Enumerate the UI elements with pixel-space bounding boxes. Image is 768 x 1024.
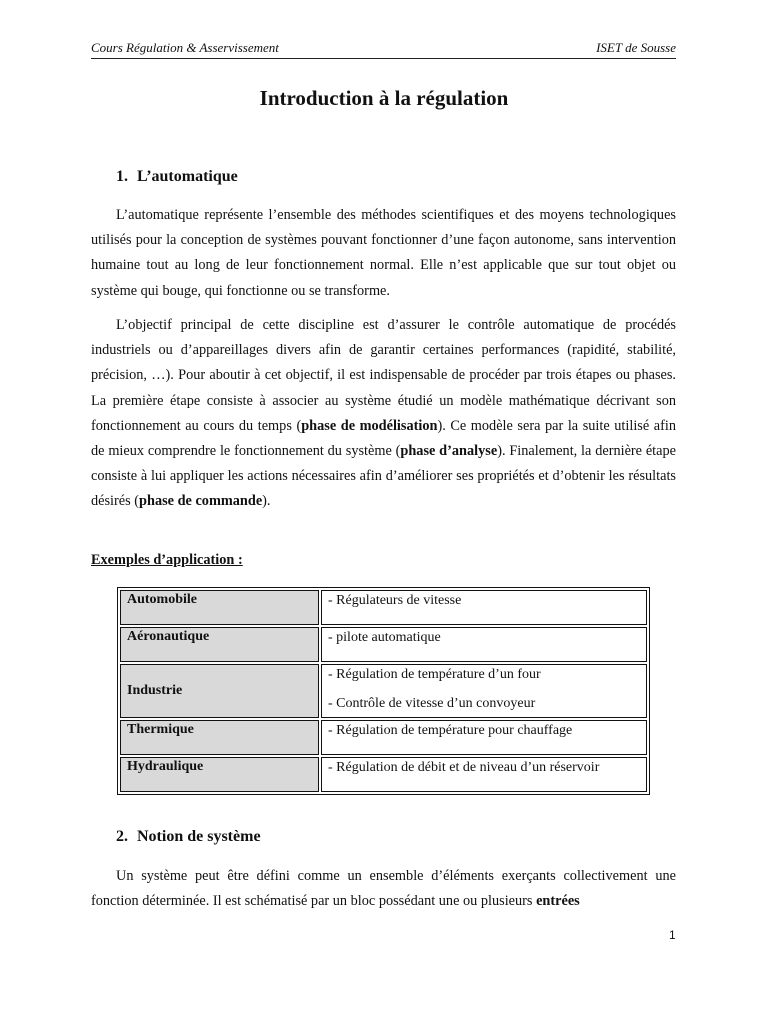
value-line: - Contrôle de vitesse d’un convoyeur [328,696,536,711]
section-1-number: 1. [116,168,128,185]
section-2-paragraph-1 [91,864,676,914]
section-2-para-bold-entrees: entrées [536,893,580,910]
section-2-number: 2. [116,828,128,845]
value-cell [321,757,647,792]
domain-cell: Industrie [120,664,319,718]
examples-table [117,587,650,795]
table-row [120,664,647,718]
domain-cell: Automobile [120,590,319,625]
table-row [120,720,647,755]
para2-text-3: ). Finalement, la dernière étape consiste à lui appliquer les actions nécessaires afin d’améliorer ses propriétés et d’obtenir les résultats désirés ( [91,443,676,510]
page-header [91,40,676,59]
examples-heading: Exemples d’application : [91,552,243,568]
value-line: - Régulation de température pour chauffage [328,723,573,738]
para2-bold-modelisation: phase de modélisation [301,417,438,434]
header-institution: ISET de Sousse [596,40,676,55]
value-line: - Régulation de température d’un four [328,667,541,682]
section-2-title: Notion de système [137,828,261,845]
para2-bold-analyse: phase d’analyse [400,443,498,460]
domain-cell: Hydraulique [120,757,319,792]
value-line: - pilote automatique [328,630,441,645]
page-number: 1 [669,928,676,942]
value-line: - Régulateurs de vitesse [328,593,462,608]
table-row [120,757,647,792]
section-1-paragraph-2 [91,313,676,515]
section-1-paragraph-1: L’automatique représente l’ensemble des méthodes scientifiques et des moyens technologiques utilisés pour la conception de systèmes pouvant fonctionner d’une façon autonome, sans intervention humaine tout au long de leur fonctionnement normal. Elle n’est applicable que sur tout objet ou système qui bouge, qui fonctionne ou se transforme. [91,207,676,299]
value-cell [321,590,647,625]
table-row [120,590,647,625]
document-title: Introduction à la régulation [259,86,509,110]
domain-cell: Thermique [120,720,319,755]
para2-bold-commande: phase de commande [139,493,263,510]
section-1-title: L’automatique [137,168,238,185]
section-1-heading [116,168,238,186]
para2-text-4: ). [262,493,271,510]
value-line: - Régulation de débit et de niveau d’un réservoir [328,760,600,775]
header-course-title: Cours Régulation & Asservissement [91,40,279,55]
value-cell [321,720,647,755]
domain-cell: Aéronautique [120,627,319,662]
para2-text-1: L’objectif principal de cette discipline est d’assurer le contrôle automatique de procédés industriels ou d’appareillages divers afin de garantir certaines performances (rapidité, stabilité, précision, …). Pour aboutir à cet objectif, il est indispensable de procéder par trois étapes ou phases. La première étape consiste à associer au système étudié un modèle mathématique décrivant son fonctionnement au cours du temps ( [91,317,676,434]
section-2-heading [116,828,261,846]
para2-text-2: ). Ce modèle sera par la suite utilisé afin de mieux comprendre le fonctionnement du système ( [91,417,677,460]
value-cell [321,627,647,662]
section-2-para-text: Un système peut être défini comme un ensemble d’éléments exerçants collectivement une fonction déterminée. Il est schématisé par un bloc possédant une ou plusieurs [91,868,676,910]
table-row [120,627,647,662]
value-cell [321,664,647,718]
